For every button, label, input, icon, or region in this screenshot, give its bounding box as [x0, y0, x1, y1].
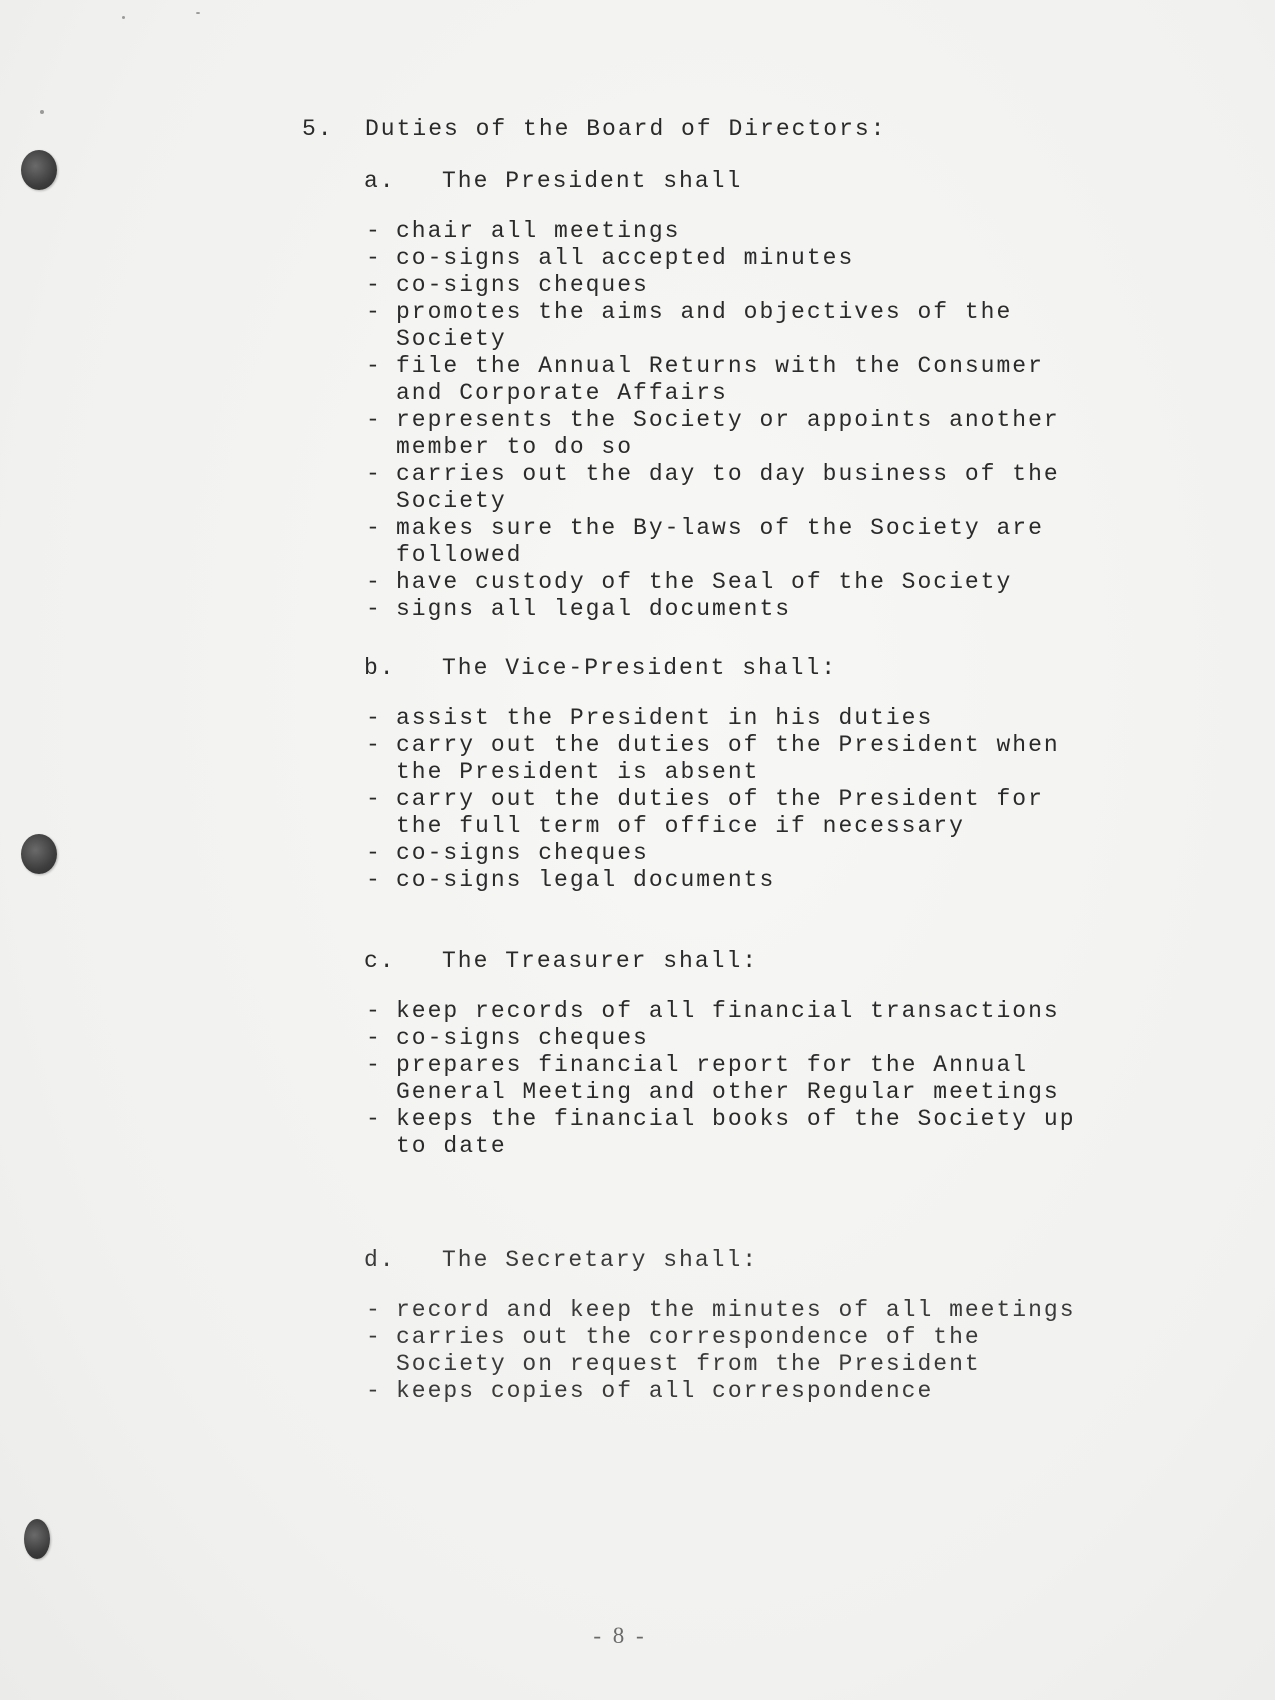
list-item: - chair all meetings	[364, 218, 1084, 245]
list-item: - have custody of the Seal of the Society	[364, 569, 1084, 596]
section-heading	[302, 116, 886, 142]
duties-list	[364, 998, 1084, 1160]
list-item: - makes sure the By-laws of the Society are followed	[364, 515, 1084, 569]
subsection-vice-president	[364, 655, 1084, 894]
subsection-heading	[364, 1247, 1084, 1273]
subsection-heading	[364, 168, 1084, 194]
subsection-letter: d.	[364, 1247, 396, 1273]
subsection-treasurer	[364, 948, 1084, 1160]
list-item: - prepares financial report for the Annual General Meeting and other Regular meetings	[364, 1052, 1084, 1106]
list-item: - represents the Society or appoints another member to do so	[364, 407, 1084, 461]
duties-list	[364, 218, 1084, 623]
list-item: - co-signs cheques	[364, 1025, 1084, 1052]
list-item: - keep records of all financial transactions	[364, 998, 1084, 1025]
subsection-heading	[364, 655, 1084, 681]
page-number: - 8 -	[593, 1623, 647, 1648]
list-item: - co-signs cheques	[364, 840, 1084, 867]
list-item: - file the Annual Returns with the Consumer and Corporate Affairs	[364, 353, 1084, 407]
section-number: 5.	[302, 116, 334, 142]
subsection-heading	[364, 948, 1084, 974]
duties-list	[364, 705, 1084, 894]
section-title: Duties of the Board of Directors:	[365, 116, 887, 142]
subsection-title: The Vice-President shall:	[442, 655, 838, 681]
list-item: - carry out the duties of the President for the full term of office if necessary	[364, 786, 1084, 840]
list-item: - keeps the financial books of the Society up to date	[364, 1106, 1084, 1160]
list-item: - co-signs legal documents	[364, 867, 1084, 894]
list-item: - signs all legal documents	[364, 596, 1084, 623]
subsection-letter: b.	[364, 655, 396, 681]
list-item: - carries out the day to day business of the Society	[364, 461, 1084, 515]
list-item: - record and keep the minutes of all meetings	[364, 1297, 1084, 1324]
subsection-secretary	[364, 1247, 1084, 1405]
list-item: - carries out the correspondence of the Society on request from the President	[364, 1324, 1084, 1378]
subsection-letter: a.	[364, 168, 396, 194]
list-item: - assist the President in his duties	[364, 705, 1084, 732]
subsection-title: The President shall	[442, 168, 743, 194]
subsection-title: The Treasurer shall:	[442, 948, 759, 974]
list-item: - co-signs all accepted minutes	[364, 245, 1084, 272]
subsection-president	[364, 168, 1084, 623]
subsection-title: The Secretary shall:	[442, 1247, 759, 1273]
list-item: - carry out the duties of the President when the President is absent	[364, 732, 1084, 786]
list-item: - co-signs cheques	[364, 272, 1084, 299]
subsection-letter: c.	[364, 948, 396, 974]
duties-list	[364, 1297, 1084, 1405]
list-item: - keeps copies of all correspondence	[364, 1378, 1084, 1405]
list-item: - promotes the aims and objectives of the Society	[364, 299, 1084, 353]
